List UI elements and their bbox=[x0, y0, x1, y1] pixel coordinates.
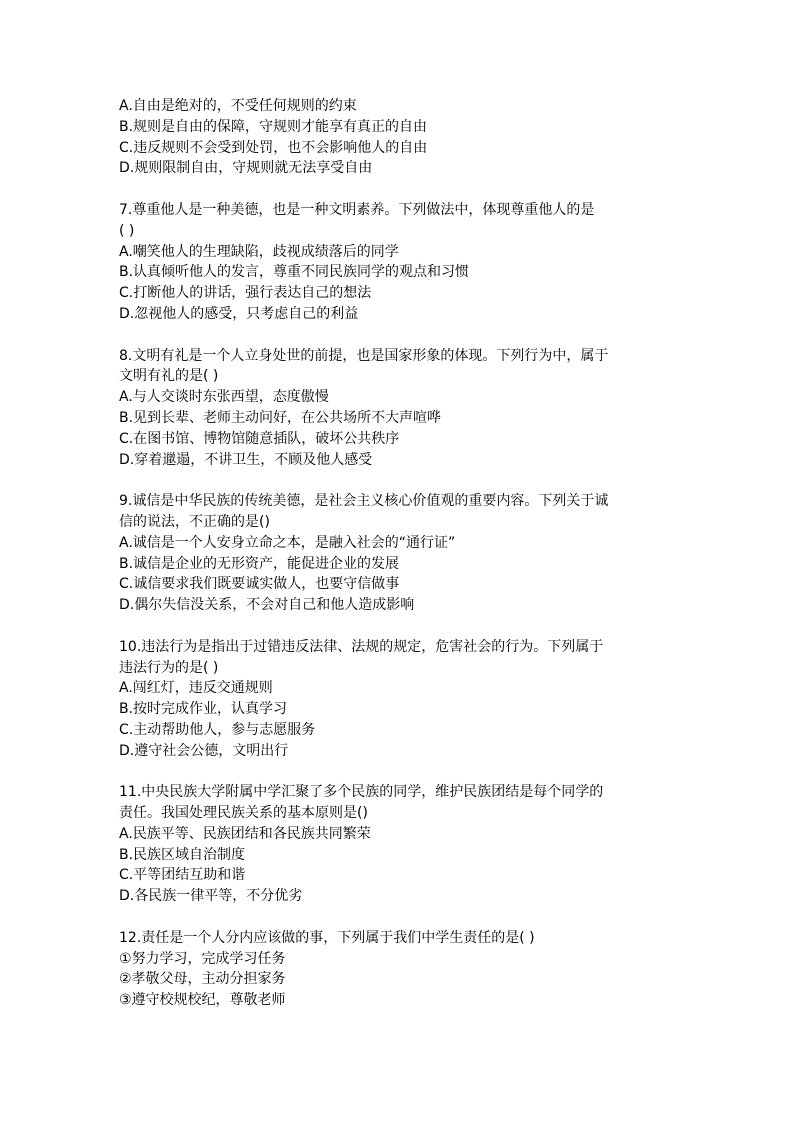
answer-option: C.主动帮助他人，参与志愿服务 bbox=[119, 721, 316, 738]
question-stem-line: 违法行为的是( ) bbox=[119, 659, 219, 676]
answer-option: D.规则限制自由，守规则就无法享受自由 bbox=[119, 160, 373, 177]
question-stem-line: 11.中央民族大学附属中学汇聚了多个民族的同学，维护民族团结是每个同学的 bbox=[119, 784, 604, 801]
answer-option: ②孝敬父母，主动分担家务 bbox=[119, 971, 286, 988]
answer-option: D.各民族一律平等，不分优劣 bbox=[119, 888, 303, 905]
answer-option: D.忽视他人的感受，只考虑自己的利益 bbox=[119, 305, 359, 322]
answer-option: B.规则是自由的保障，守规则才能享有真正的自由 bbox=[119, 118, 428, 135]
question-stem-line: 文明有礼的是( ) bbox=[119, 368, 219, 385]
answer-options bbox=[119, 387, 681, 470]
answer-option: A.自由是绝对的，不受任何规则的约束 bbox=[119, 98, 357, 114]
document-page bbox=[119, 96, 681, 1011]
question-stem bbox=[119, 782, 681, 824]
answer-options bbox=[119, 96, 681, 179]
question-block bbox=[119, 637, 681, 762]
answer-option: C.在图书馆、博物馆随意插队，破坏公共秩序 bbox=[119, 430, 400, 447]
answer-option: A.民族平等、民族团结和各民族共同繁荣 bbox=[119, 825, 371, 842]
question-block bbox=[119, 491, 681, 616]
answer-options bbox=[119, 533, 681, 616]
answer-option: A.与人交谈时东张西望，态度傲慢 bbox=[119, 389, 329, 406]
answer-option: D.偶尔失信没关系，不会对自己和他人造成影响 bbox=[119, 597, 415, 614]
answer-option: D.穿着邋遢，不讲卫生，不顾及他人感受 bbox=[119, 451, 373, 468]
answer-options bbox=[119, 242, 681, 325]
answer-option: A.闯红灯，违反交通规则 bbox=[119, 680, 273, 697]
question-stem-line: 8.文明有礼是一个人立身处世的前提，也是国家形象的体现。下列行为中，属于 bbox=[119, 347, 609, 364]
answer-option: ①努力学习，完成学习任务 bbox=[119, 950, 286, 967]
question-block bbox=[119, 782, 681, 907]
question-stem-line: 12.责任是一个人分内应该做的事，下列属于我们中学生责任的是( ) bbox=[119, 929, 535, 946]
answer-option: A.诚信是一个人安身立命之本，是融入社会的“通行证” bbox=[119, 534, 456, 551]
question-stem-line: 9.诚信是中华民族的传统美德，是社会主义核心价值观的重要内容。下列关于诚 bbox=[119, 493, 609, 510]
question-stem-line: 10.违法行为是指出于过错违反法律、法规的规定，危害社会的行为。下列属于 bbox=[119, 638, 604, 655]
question-stem-line: 信的说法，不正确的是() bbox=[119, 513, 270, 530]
question-block bbox=[119, 200, 681, 325]
answer-option: C.违反规则不会受到处罚，也不会影响他人的自由 bbox=[119, 139, 428, 156]
answer-option: B.诚信是企业的无形资产，能促进企业的发展 bbox=[119, 555, 400, 572]
question-stem-line: 7.尊重他人是一种美德，也是一种文明素养。下列做法中，体现尊重他人的是 bbox=[119, 201, 595, 218]
question-stem-line: 责任。我国处理民族关系的基本原则是() bbox=[119, 805, 368, 822]
question-stem-line: ( ) bbox=[119, 222, 135, 239]
answer-option: C.平等团结互助和谐 bbox=[119, 867, 246, 884]
question-block bbox=[119, 346, 681, 471]
question-stem bbox=[119, 200, 681, 242]
question-block bbox=[119, 96, 681, 179]
answer-option: D.遵守社会公德，文明出行 bbox=[119, 742, 289, 759]
question-stem bbox=[119, 346, 681, 388]
answer-option: B.见到长辈、老师主动问好，在公共场所不大声喧哗 bbox=[119, 409, 442, 426]
answer-option: C.诚信要求我们既要诚实做人，也要守信做事 bbox=[119, 576, 400, 593]
answer-options bbox=[119, 678, 681, 761]
answer-option: B.按时完成作业，认真学习 bbox=[119, 701, 288, 718]
question-stem bbox=[119, 928, 681, 949]
answer-option: C.打断他人的讲话，强行表达自己的想法 bbox=[119, 285, 372, 302]
answer-options bbox=[119, 949, 681, 1011]
answer-options bbox=[119, 824, 681, 907]
question-stem bbox=[119, 637, 681, 679]
answer-option: B.认真倾听他人的发言，尊重不同民族同学的观点和习惯 bbox=[119, 264, 470, 281]
answer-option: ③遵守校规校纪，尊敬老师 bbox=[119, 992, 286, 1009]
question-block bbox=[119, 928, 681, 1011]
answer-option: A.嘲笑他人的生理缺陷，歧视成绩落后的同学 bbox=[119, 243, 399, 260]
question-stem bbox=[119, 491, 681, 533]
answer-option: B.民族区域自治制度 bbox=[119, 846, 246, 863]
